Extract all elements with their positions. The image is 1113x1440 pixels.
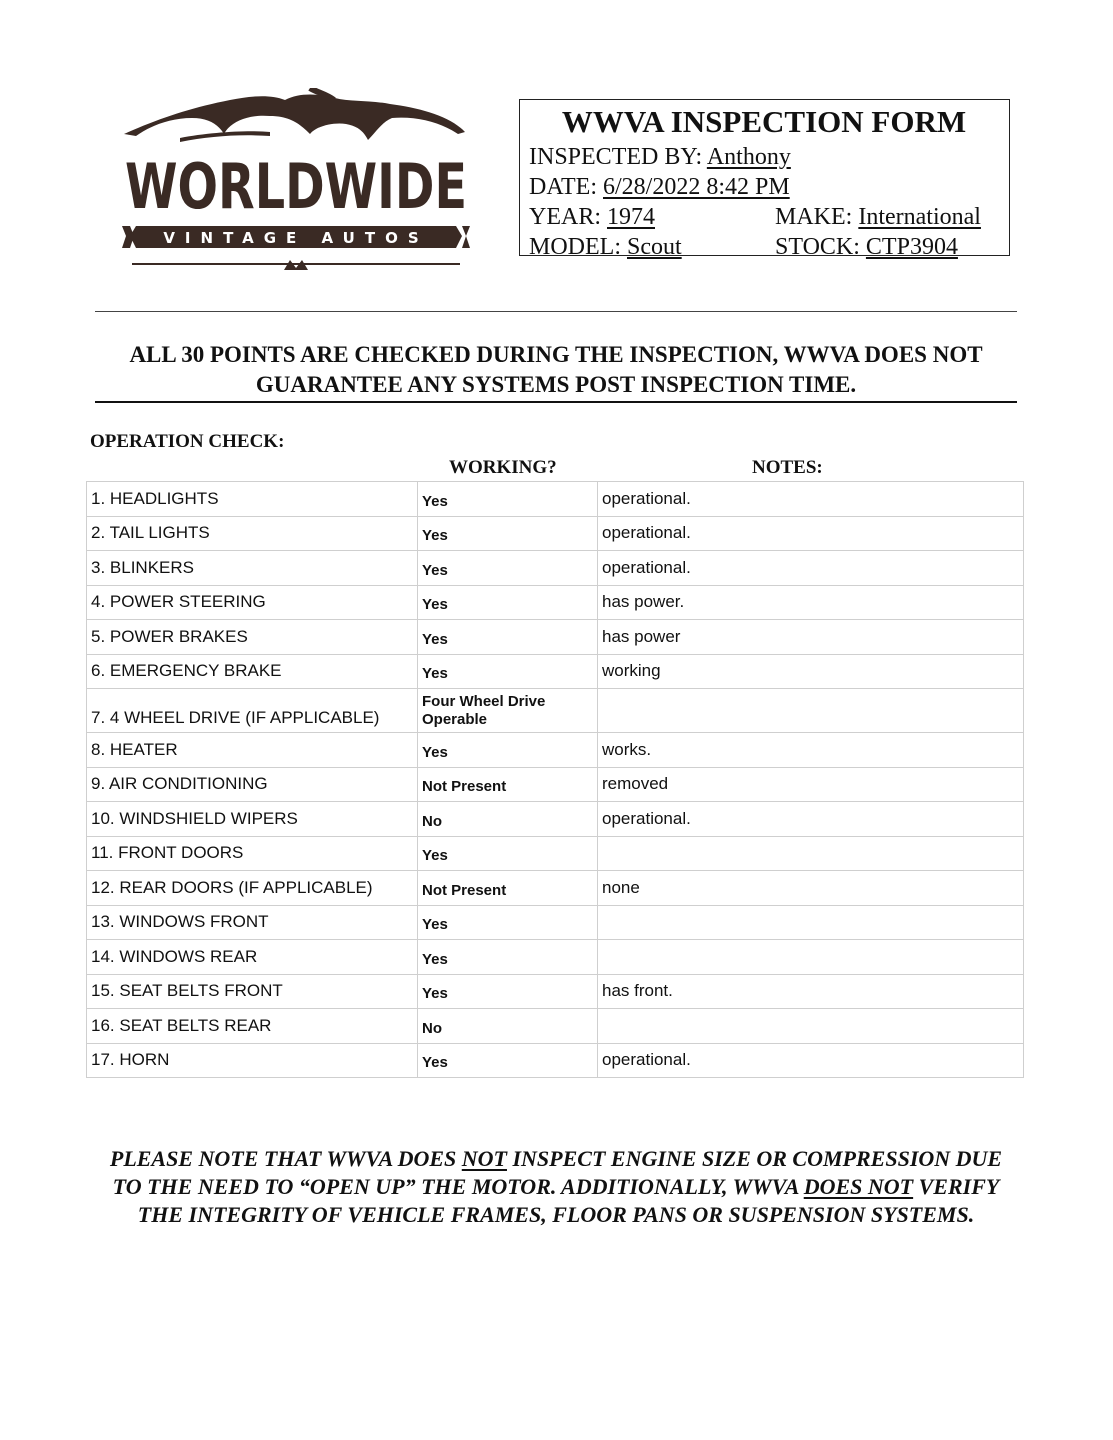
working-column-header: WORKING? bbox=[449, 457, 557, 478]
notes-cell bbox=[598, 905, 1024, 940]
notes-cell: operational. bbox=[598, 516, 1024, 551]
operation-check-heading: OPERATION CHECK: bbox=[90, 431, 285, 452]
check-item-label: 17. HORN bbox=[87, 1043, 418, 1078]
make-value: International bbox=[858, 204, 981, 230]
check-item-label: 5. POWER BRAKES bbox=[87, 620, 418, 655]
table-row bbox=[87, 871, 1024, 906]
check-item-label: 2. TAIL LIGHTS bbox=[87, 516, 418, 551]
notes-cell: none bbox=[598, 871, 1024, 906]
notes-cell: has power. bbox=[598, 585, 1024, 620]
inspection-statement bbox=[95, 340, 1017, 400]
notes-cell: works. bbox=[598, 733, 1024, 768]
table-row bbox=[87, 482, 1024, 517]
check-item-label: 7. 4 WHEEL DRIVE (IF APPLICABLE) bbox=[87, 689, 418, 733]
date-value: 6/28/2022 8:42 PM bbox=[603, 174, 790, 200]
divider-bottom bbox=[95, 401, 1017, 403]
table-row bbox=[87, 620, 1024, 655]
notes-cell bbox=[598, 940, 1024, 975]
table-row bbox=[87, 585, 1024, 620]
table-row bbox=[87, 733, 1024, 768]
working-status: Not Present bbox=[418, 871, 598, 906]
form-title: WWVA INSPECTION FORM bbox=[561, 104, 967, 139]
car-silhouette-logo-icon bbox=[120, 88, 472, 274]
working-status: No bbox=[418, 1009, 598, 1044]
working-status: Yes bbox=[418, 733, 598, 768]
make-label: MAKE: bbox=[775, 204, 853, 230]
table-row bbox=[87, 905, 1024, 940]
notes-column-header: NOTES: bbox=[752, 457, 823, 478]
disclaimer-note bbox=[95, 1145, 1017, 1229]
table-row bbox=[87, 836, 1024, 871]
working-status: Yes bbox=[418, 905, 598, 940]
check-item-label: 13. WINDOWS FRONT bbox=[87, 905, 418, 940]
logo-tagline-text: VINTAGE AUTOS bbox=[163, 229, 429, 247]
inspected-by-value: Anthony bbox=[706, 144, 791, 170]
working-status: Yes bbox=[418, 974, 598, 1009]
operation-check-table bbox=[86, 481, 1024, 1078]
table-row bbox=[87, 767, 1024, 802]
notes-cell: removed bbox=[598, 767, 1024, 802]
year-value: 1974 bbox=[607, 204, 655, 230]
year-make-line bbox=[529, 202, 999, 232]
working-status: Not Present bbox=[418, 767, 598, 802]
disclaimer-part-1: PLEASE NOTE THAT WWVA DOES bbox=[109, 1146, 462, 1171]
notes-cell bbox=[598, 689, 1024, 733]
statement-line-1: ALL 30 POINTS ARE CHECKED DURING THE INSPECTION, WWVA DOES NOT bbox=[129, 342, 983, 367]
notes-cell: operational. bbox=[598, 551, 1024, 586]
table-row bbox=[87, 1043, 1024, 1078]
stock-label: STOCK: bbox=[775, 234, 860, 260]
working-status: Yes bbox=[418, 482, 598, 517]
working-status: Yes bbox=[418, 585, 598, 620]
table-row bbox=[87, 516, 1024, 551]
working-status: Yes bbox=[418, 1043, 598, 1078]
working-status: Yes bbox=[418, 654, 598, 689]
check-item-label: 11. FRONT DOORS bbox=[87, 836, 418, 871]
working-status: Yes bbox=[418, 836, 598, 871]
notes-cell: has power bbox=[598, 620, 1024, 655]
date-line bbox=[529, 172, 999, 202]
check-item-label: 14. WINDOWS REAR bbox=[87, 940, 418, 975]
notes-cell: working bbox=[598, 654, 1024, 689]
date-label: DATE: bbox=[529, 174, 597, 200]
table-row bbox=[87, 551, 1024, 586]
working-status: Yes bbox=[418, 551, 598, 586]
notes-cell: operational. bbox=[598, 802, 1024, 837]
check-item-label: 4. POWER STEERING bbox=[87, 585, 418, 620]
table-row bbox=[87, 940, 1024, 975]
check-item-label: 1. HEADLIGHTS bbox=[87, 482, 418, 517]
check-item-label: 8. HEATER bbox=[87, 733, 418, 768]
disclaimer-part-2: INSPECT ENGINE SIZE OR COMPRESSION DUE TO THE NEED TO “OPEN UP” THE MOTOR. ADDITIONALLY, WWVA bbox=[112, 1146, 1003, 1199]
working-status: Yes bbox=[418, 620, 598, 655]
inspected-by-label: INSPECTED BY: bbox=[529, 144, 703, 170]
check-item-label: 6. EMERGENCY BRAKE bbox=[87, 654, 418, 689]
working-status: Four Wheel Drive Operable bbox=[418, 689, 598, 733]
check-item-label: 10. WINDSHIELD WIPERS bbox=[87, 802, 418, 837]
check-item-label: 3. BLINKERS bbox=[87, 551, 418, 586]
year-label: YEAR: bbox=[529, 204, 601, 230]
table-row bbox=[87, 974, 1024, 1009]
model-stock-line bbox=[529, 232, 999, 262]
table-row bbox=[87, 1009, 1024, 1044]
table-row bbox=[87, 654, 1024, 689]
notes-cell bbox=[598, 836, 1024, 871]
notes-cell: operational. bbox=[598, 1043, 1024, 1078]
working-status: Yes bbox=[418, 516, 598, 551]
disclaimer-does-not: DOES NOT bbox=[803, 1174, 914, 1199]
model-value: Scout bbox=[627, 234, 682, 260]
check-item-label: 16. SEAT BELTS REAR bbox=[87, 1009, 418, 1044]
inspection-header-box bbox=[519, 99, 1010, 260]
model-label: MODEL: bbox=[529, 234, 621, 260]
statement-line-2: GUARANTEE ANY SYSTEMS POST INSPECTION TIME. bbox=[255, 372, 857, 397]
notes-cell: operational. bbox=[598, 482, 1024, 517]
working-status: Yes bbox=[418, 940, 598, 975]
check-item-label: 12. REAR DOORS (IF APPLICABLE) bbox=[87, 871, 418, 906]
table-row bbox=[87, 802, 1024, 837]
check-item-label: 15. SEAT BELTS FRONT bbox=[87, 974, 418, 1009]
stock-value: CTP3904 bbox=[865, 234, 958, 260]
divider-top bbox=[95, 311, 1017, 312]
worldwide-vintage-autos-logo bbox=[120, 88, 472, 274]
inspected-by-line bbox=[529, 142, 999, 172]
logo-brand-text: WORLDWIDE bbox=[125, 150, 467, 223]
disclaimer-part-3: VERIFY THE INTEGRITY OF VEHICLE FRAMES, FLOOR PANS OR SUSPENSION SYSTEMS. bbox=[137, 1174, 1000, 1227]
table-row bbox=[87, 689, 1024, 733]
notes-cell: has front. bbox=[598, 974, 1024, 1009]
notes-cell bbox=[598, 1009, 1024, 1044]
disclaimer-not: NOT bbox=[461, 1146, 507, 1171]
working-status: No bbox=[418, 802, 598, 837]
check-item-label: 9. AIR CONDITIONING bbox=[87, 767, 418, 802]
